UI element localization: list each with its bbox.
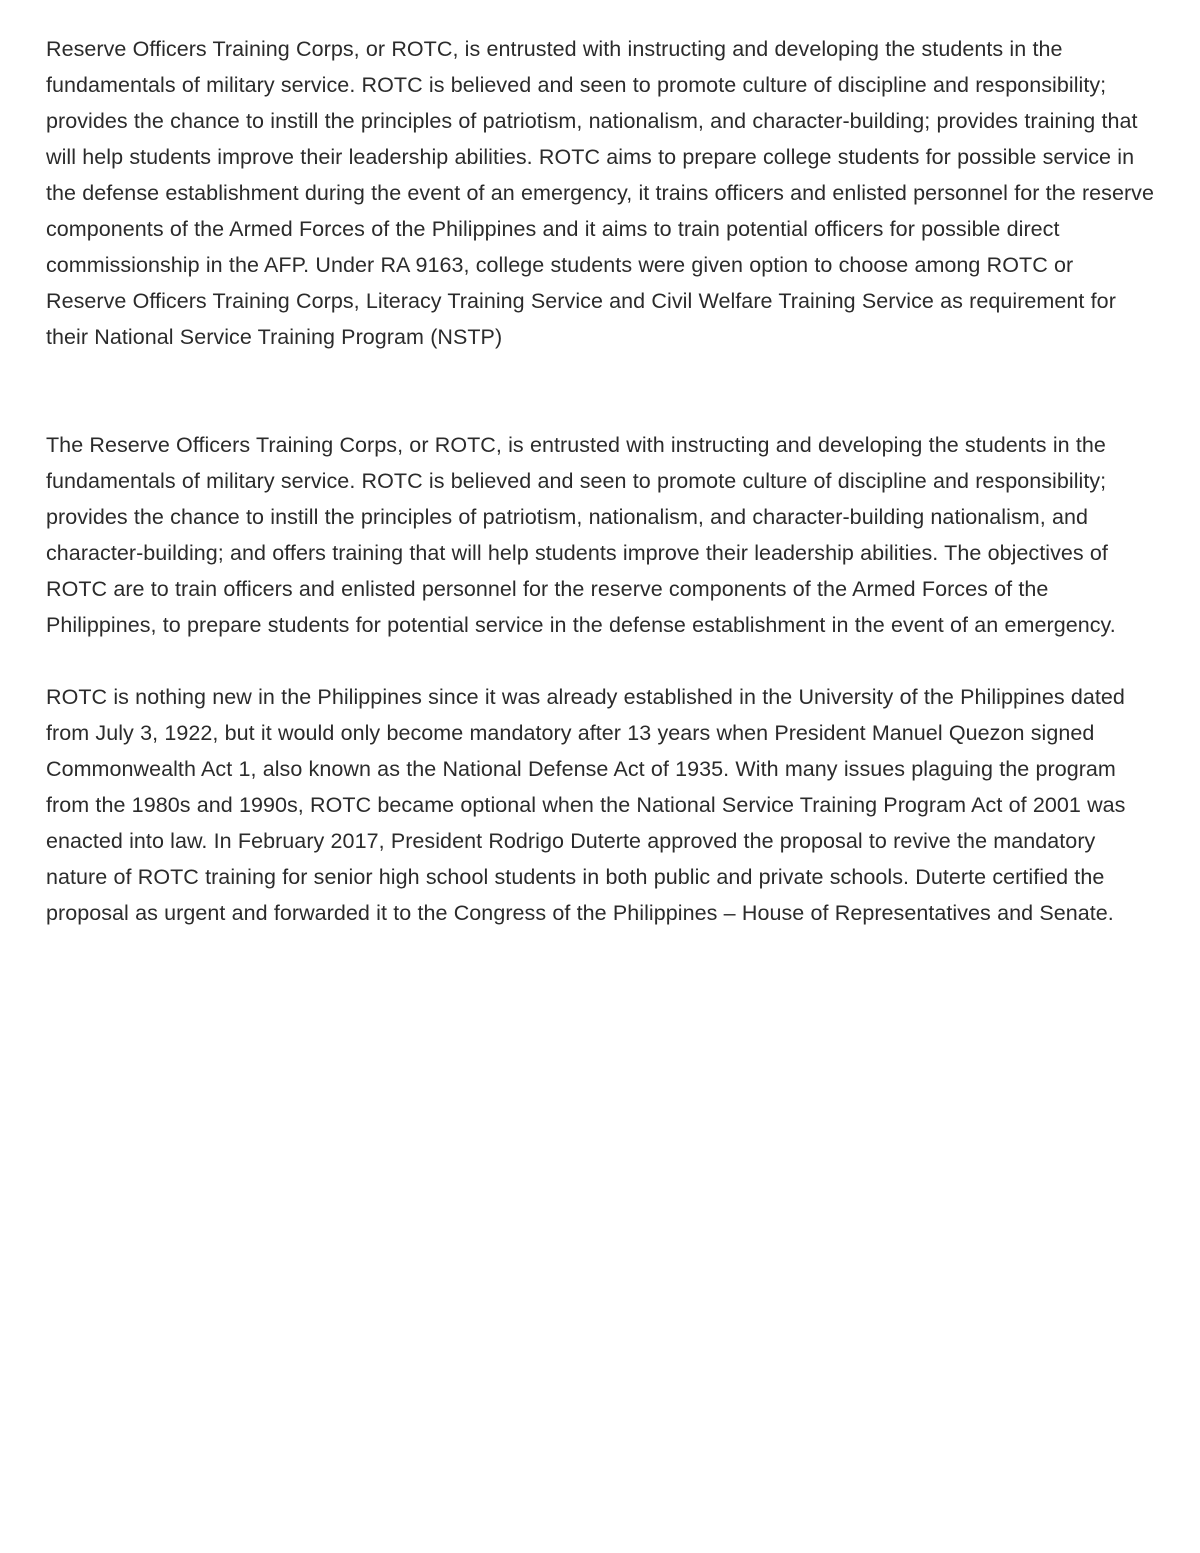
paragraph-rotc-overview: Reserve Officers Training Corps, or ROTC, is entrusted with instructing and developing the students in the fundamentals of military service. ROTC is believed and seen to promote culture of discipline and responsibility; provides the chance to instill the principles of patriotism, nationalism, and character-building; provides training that will help students improve their leadership abilities. ROTC aims to prepare college students for possible service in the defense establishment during the event of an emergency, it trains officers and enlisted personnel for the reserve components of the Armed Forces of the Philippines and it aims to train potential officers for possible direct commissionship in the AFP. Under RA 9163, college students were given option to choose among ROTC or Reserve Officers Training Corps, Literacy Training Service and Civil Welfare Training Service as requirement for their National Service Training Program (NSTP) — [46, 37, 1154, 349]
paragraph-rotc-history: ROTC is nothing new in the Philippines since it was already established in the University of the Philippines dated from July 3, 1922, but it would only become mandatory after 13 years when President Manuel Quezon signed Commonwealth Act 1, also known as the National Defense Act of 1935. With many issues plaguing the program from the 1980s and 1990s, ROTC became optional when the National Service Training Program Act of 2001 was enacted into law. In February 2017, President Rodrigo Duterte approved the proposal to revive the mandatory nature of ROTC training for senior high school students in both public and private schools. Duterte certified the proposal as urgent and forwarded it to the Congress of the Philippines – House of Representatives and Senate. — [46, 685, 1126, 925]
paragraph-rotc-objectives: The Reserve Officers Training Corps, or ROTC, is entrusted with instructing and developing the students in the fundamentals of military service. ROTC is believed and seen to promote culture of discipline and responsibility; provides the chance to instill the principles of patriotism, nationalism, and character-building nationalism, and character-building; and offers training that will help students improve their leadership abilities. The objectives of ROTC are to train officers and enlisted personnel for the reserve components of the Armed Forces of the Philippines, to prepare students for potential service in the defense establishment in the event of an emergency. — [46, 433, 1116, 637]
